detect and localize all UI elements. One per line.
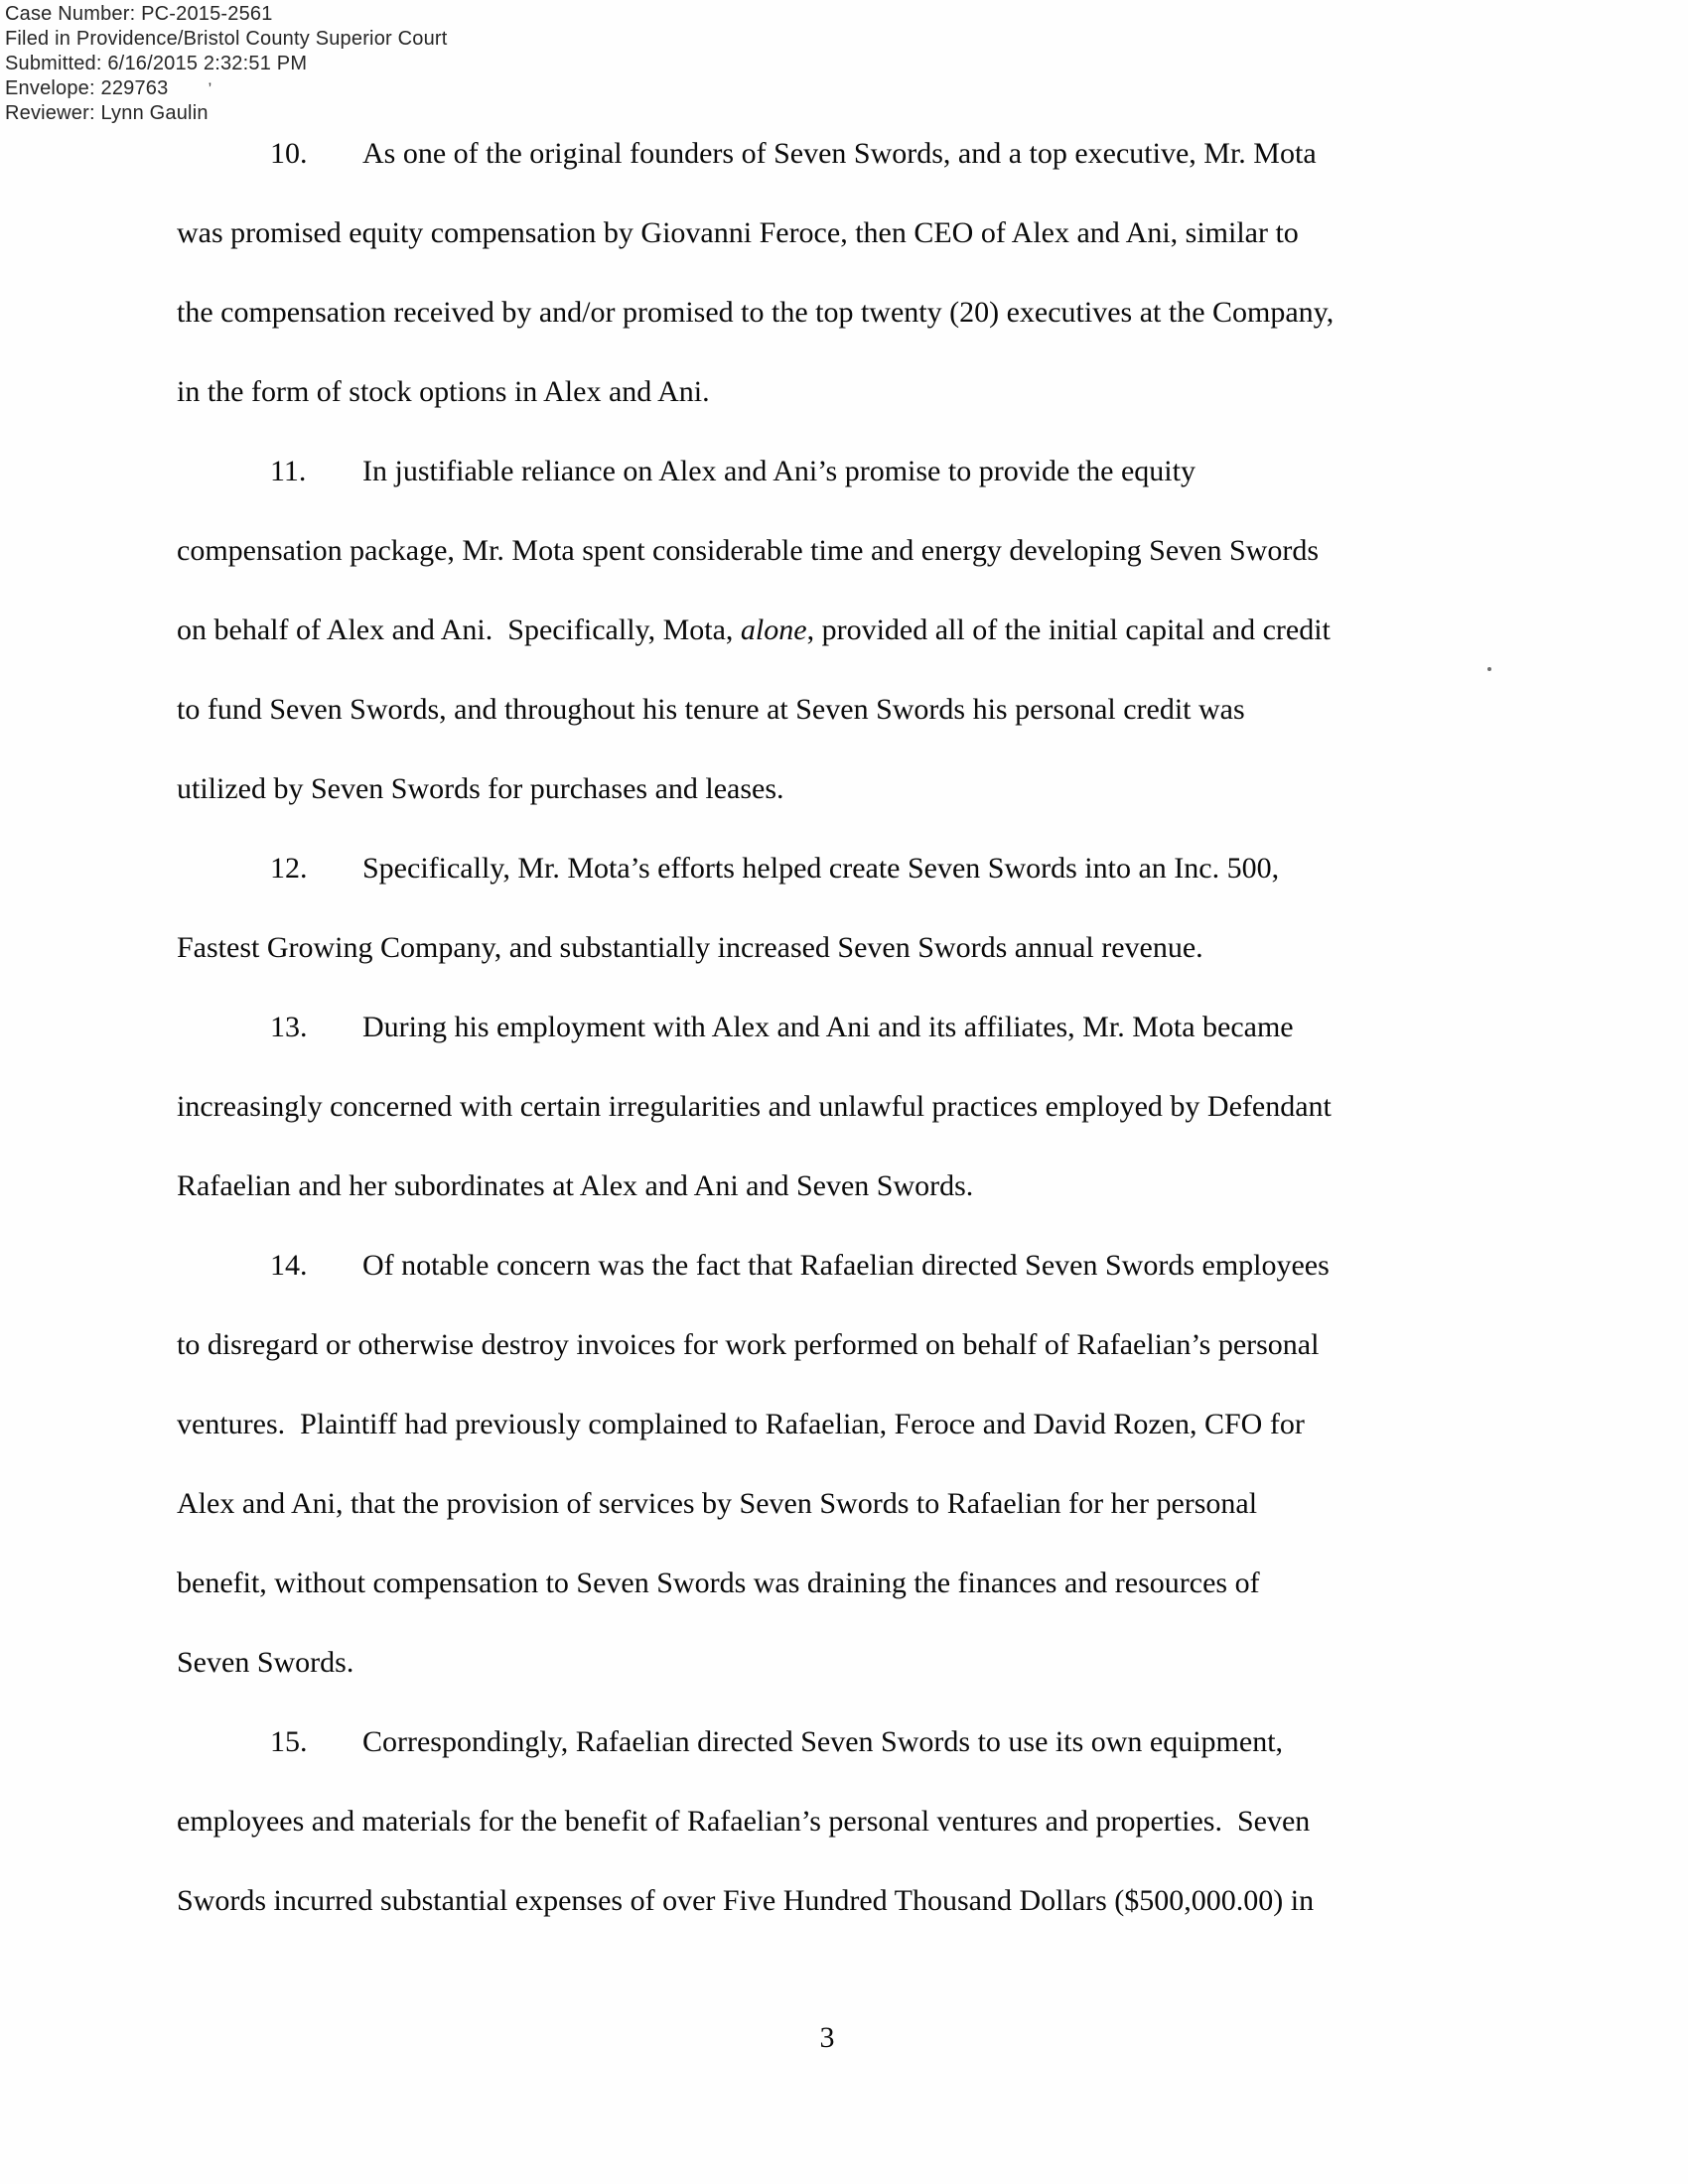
text-line xyxy=(177,1305,1626,1385)
text-line xyxy=(177,1623,1626,1703)
stamp-envelope-line xyxy=(5,76,448,101)
paragraph-12 xyxy=(177,829,1626,988)
efiling-stamp xyxy=(5,2,448,126)
text-line xyxy=(177,908,1626,988)
paragraph-number: 14. xyxy=(270,1249,308,1282)
text-line xyxy=(177,1703,1626,1782)
stamp-submitted-timestamp: Submitted: 6/16/2015 2:32:51 PM xyxy=(5,53,308,74)
scan-stray-mark: ’ xyxy=(208,79,212,98)
text-line xyxy=(177,1226,1626,1305)
page-number: 3 xyxy=(819,2021,835,2054)
text-run: Alex and Ani, that the provision of services by Seven Swords to Rafaelian for her personal xyxy=(177,1487,1258,1520)
text-run: During his employment with Alex and Ani and its affiliates, Mr. Mota became xyxy=(362,1011,1294,1043)
text-line xyxy=(177,1147,1626,1226)
text-run: increasingly concerned with certain irregularities and unlawful practices employed by Defendant xyxy=(177,1090,1332,1123)
scan-speckle-artifact xyxy=(1487,667,1491,671)
text-run: In justifiable reliance on Alex and Ani’s promise to provide the equity xyxy=(362,455,1196,487)
text-run: Seven Swords. xyxy=(177,1646,354,1679)
text-line xyxy=(177,1067,1626,1147)
text-run: Swords incurred substantial expenses of over Five Hundred Thousand Dollars ($500,000.00) in xyxy=(177,1884,1315,1917)
text-line xyxy=(177,114,1626,194)
text-line xyxy=(177,829,1626,908)
text-line xyxy=(177,432,1626,511)
text-run: was promised equity compensation by Giovanni Feroce, then CEO of Alex and Ani, similar to xyxy=(177,216,1299,249)
text-run: Fastest Growing Company, and substantially increased Seven Swords annual revenue. xyxy=(177,931,1203,964)
stamp-envelope-number: Envelope: 229763 xyxy=(5,77,169,99)
text-run: employees and materials for the benefit of Rafaelian’s personal ventures and properties. Seven xyxy=(177,1805,1311,1838)
text-line xyxy=(177,591,1626,670)
paragraph-10 xyxy=(177,114,1626,432)
paragraph-number: 15. xyxy=(270,1725,308,1758)
text-line xyxy=(177,273,1626,352)
text-run: the compensation received by and/or promised to the top twenty (20) executives at the Company, xyxy=(177,296,1335,329)
stamp-reviewer: Reviewer: Lynn Gaulin xyxy=(5,102,209,124)
paragraph-14 xyxy=(177,1226,1626,1703)
paragraph-13 xyxy=(177,988,1626,1226)
text-line xyxy=(177,750,1626,829)
text-line xyxy=(177,511,1626,591)
text-run: Specifically, Mr. Mota’s efforts helped create Seven Swords into an Inc. 500, xyxy=(362,852,1280,885)
text-run: Rafaelian and her subordinates at Alex and Ani and Seven Swords. xyxy=(177,1169,974,1202)
text-line xyxy=(177,1782,1626,1861)
paragraph-number: 11. xyxy=(270,455,307,487)
paragraph-number: 12. xyxy=(270,852,308,885)
stamp-case-number: Case Number: PC-2015-2561 xyxy=(5,3,273,25)
text-line xyxy=(177,1385,1626,1464)
text-line xyxy=(177,352,1626,432)
text-run: benefit, without compensation to Seven Swords was draining the finances and resources of xyxy=(177,1567,1260,1599)
paragraph-number: 10. xyxy=(270,137,308,170)
text-run: , provided all of the initial capital and credit xyxy=(806,614,1331,646)
text-line xyxy=(177,670,1626,750)
text-run: to disregard or otherwise destroy invoices for work performed on behalf of Rafaelian’s personal xyxy=(177,1328,1320,1361)
text-run: ventures. Plaintiff had previously complained to Rafaelian, Feroce and David Rozen, CFO for xyxy=(177,1408,1305,1440)
document-body xyxy=(177,114,1626,1941)
text-line xyxy=(177,988,1626,1067)
paragraph-number: 13. xyxy=(270,1011,308,1043)
text-line xyxy=(177,1464,1626,1544)
text-run: As one of the original founders of Seven Swords, and a top executive, Mr. Mota xyxy=(362,137,1317,170)
text-run: on behalf of Alex and Ani. Specifically, Mota, xyxy=(177,614,741,646)
text-line xyxy=(177,194,1626,273)
paragraph-15 xyxy=(177,1703,1626,1941)
text-run: in the form of stock options in Alex and Ani. xyxy=(177,375,710,408)
stamp-filed-court: Filed in Providence/Bristol County Superior Court xyxy=(5,28,448,50)
paragraph-11 xyxy=(177,432,1626,829)
text-run: to fund Seven Swords, and throughout his tenure at Seven Swords his personal credit was xyxy=(177,693,1245,726)
text-run: utilized by Seven Swords for purchases and leases. xyxy=(177,772,784,805)
text-line xyxy=(177,1544,1626,1623)
italic-emphasis: alone xyxy=(740,614,807,646)
text-run: compensation package, Mr. Mota spent considerable time and energy developing Seven Swords xyxy=(177,534,1319,567)
text-run: Correspondingly, Rafaelian directed Seven Swords to use its own equipment, xyxy=(362,1725,1284,1758)
text-line xyxy=(177,1861,1626,1941)
text-run: Of notable concern was the fact that Rafaelian directed Seven Swords employees xyxy=(362,1249,1330,1282)
